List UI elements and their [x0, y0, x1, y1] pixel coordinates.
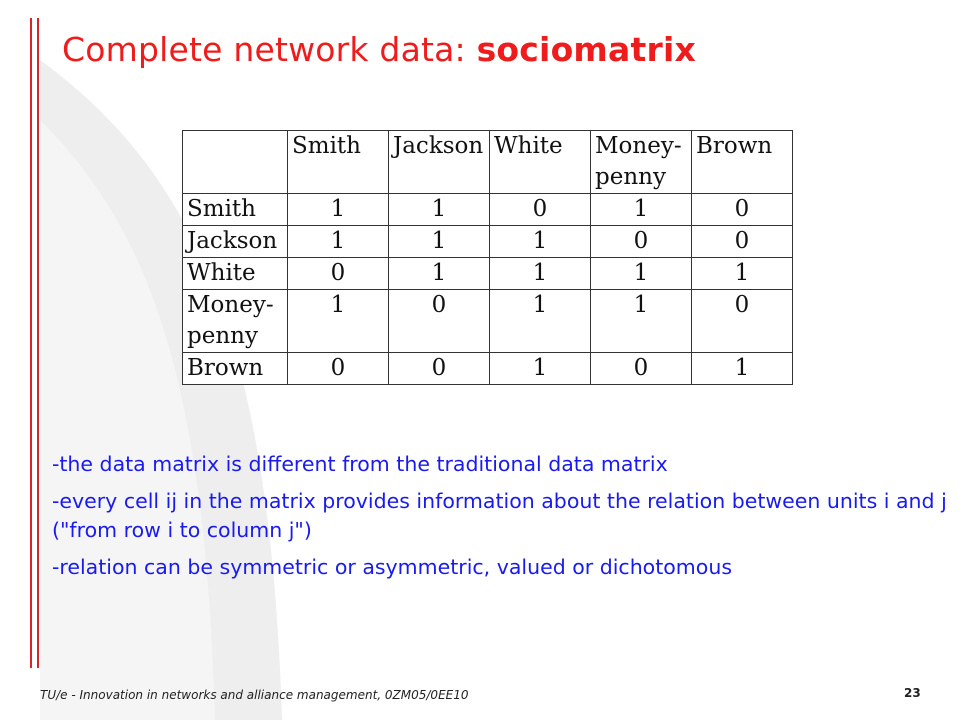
row-header: Brown [183, 353, 288, 385]
bullet-list [52, 450, 947, 590]
row-header: Jackson [183, 226, 288, 258]
left-accent-line-outer [30, 18, 32, 668]
bullet-item: -every cell ij in the matrix provides information about the relation between units i and j ("from row i to column j") [52, 489, 947, 542]
matrix-cell: 1 [490, 258, 591, 290]
matrix-cell: 0 [490, 194, 591, 226]
matrix-cell: 1 [389, 258, 490, 290]
table-row [183, 226, 793, 258]
matrix-cell: 1 [490, 353, 591, 385]
column-header: Money- penny [591, 131, 692, 194]
matrix-cell: 1 [692, 353, 793, 385]
matrix-cell: 1 [389, 194, 490, 226]
matrix-cell: 0 [692, 290, 793, 353]
table-row [183, 290, 793, 353]
matrix-cell: 0 [591, 353, 692, 385]
row-header: Smith [183, 194, 288, 226]
left-accent-line-inner [37, 18, 39, 668]
column-header: Brown [692, 131, 793, 194]
column-header: White [490, 131, 591, 194]
title-emphasis: sociomatrix [476, 30, 696, 69]
matrix-cell: 0 [692, 226, 793, 258]
header-row [183, 131, 793, 194]
row-header: White [183, 258, 288, 290]
footer-text: TU/e - Innovation in networks and alliance management, 0ZM05/0EE10 [40, 688, 469, 702]
row-header: Money- penny [183, 290, 288, 353]
table-row [183, 258, 793, 290]
matrix-cell: 0 [288, 258, 389, 290]
bullet-item: -the data matrix is different from the traditional data matrix [52, 452, 668, 476]
slide-title [62, 30, 696, 69]
bullet-item: -relation can be symmetric or asymmetric, valued or dichotomous [52, 555, 732, 579]
matrix-cell: 1 [490, 290, 591, 353]
title-prefix: Complete network data: [62, 30, 477, 69]
matrix-cell: 1 [692, 258, 793, 290]
matrix-cell: 1 [591, 194, 692, 226]
table-row [183, 194, 793, 226]
matrix-cell: 1 [288, 290, 389, 353]
matrix-cell: 0 [389, 290, 490, 353]
column-header: Smith [288, 131, 389, 194]
matrix-cell: 0 [591, 226, 692, 258]
matrix-cell: 0 [389, 353, 490, 385]
column-header: Jackson [389, 131, 490, 194]
matrix-cell: 1 [591, 290, 692, 353]
matrix-cell: 1 [288, 194, 389, 226]
matrix-cell: 1 [591, 258, 692, 290]
table-row [183, 353, 793, 385]
corner-cell [183, 131, 288, 194]
matrix-cell: 0 [692, 194, 793, 226]
matrix-cell: 0 [288, 353, 389, 385]
matrix-cell: 1 [288, 226, 389, 258]
matrix-cell: 1 [389, 226, 490, 258]
page-number: 23 [904, 686, 921, 700]
sociomatrix-table [182, 130, 793, 385]
matrix-cell: 1 [490, 226, 591, 258]
